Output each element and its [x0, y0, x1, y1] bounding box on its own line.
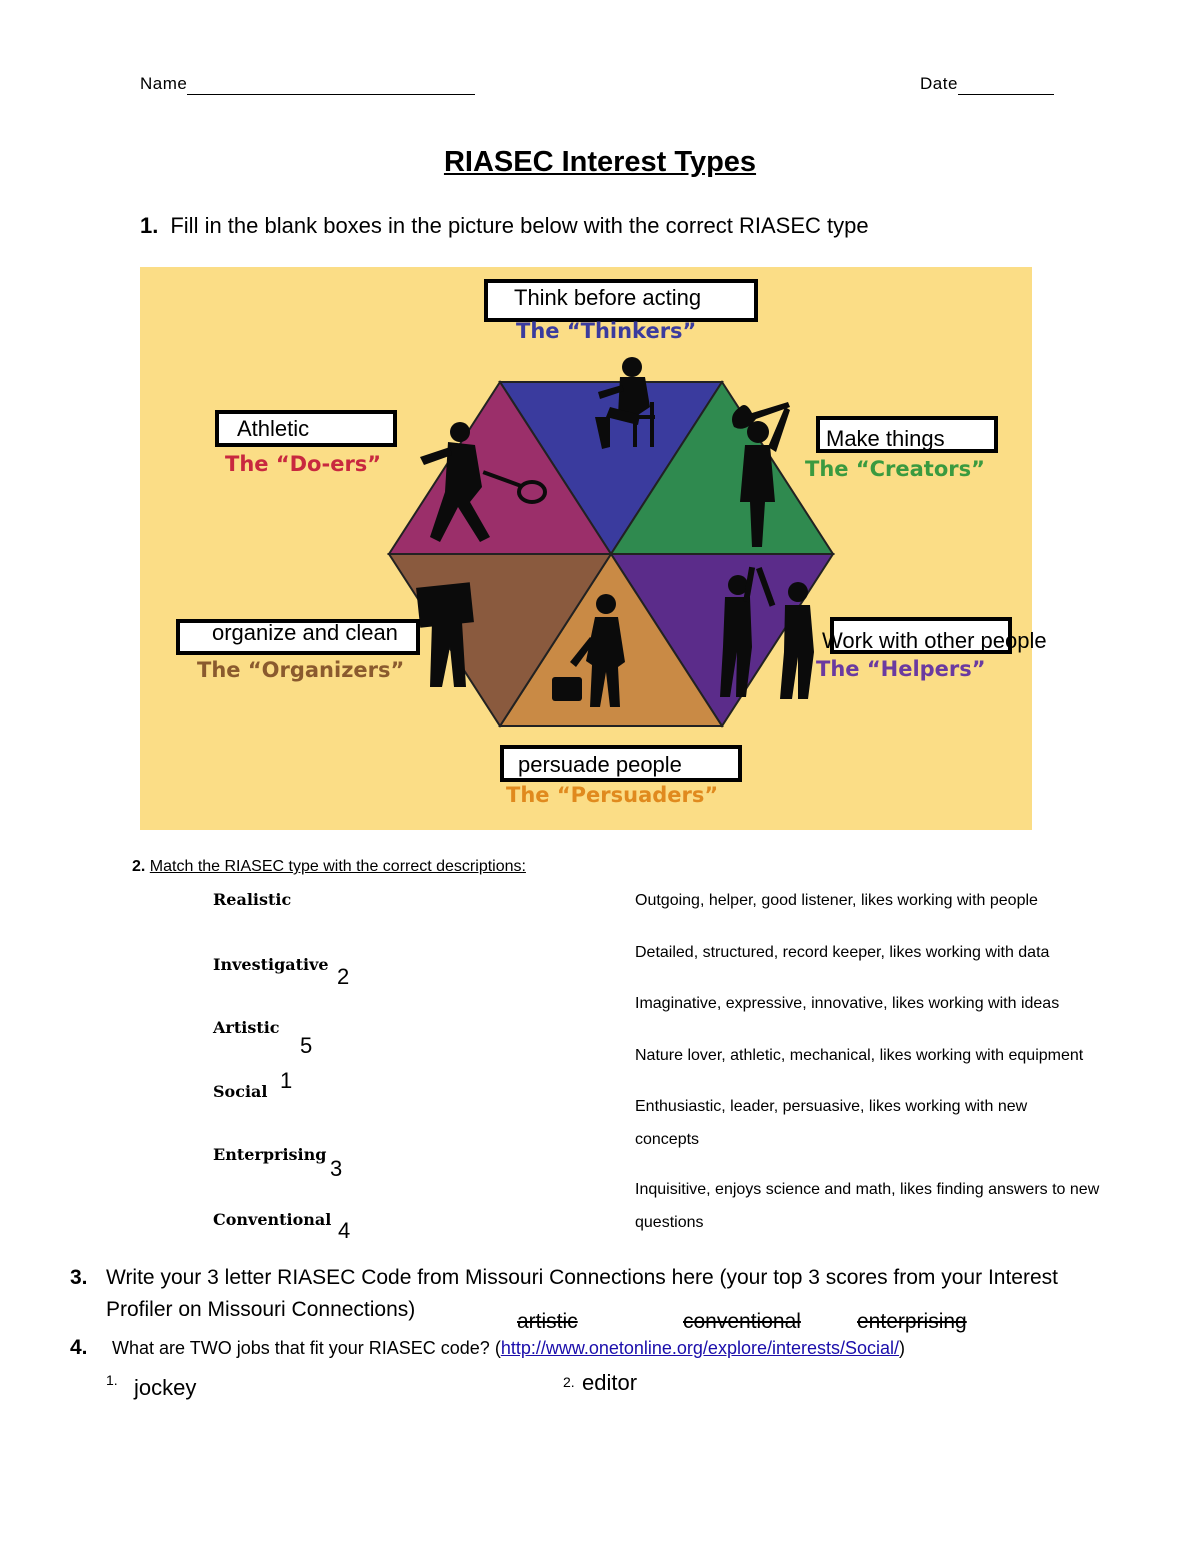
answer-investigative[interactable]: 2	[337, 964, 350, 989]
onet-link[interactable]: http://www.onetonline.org/explore/interests/Social/	[500, 1338, 900, 1358]
question-1-number: 1.	[140, 213, 159, 238]
job-1-answer[interactable]: jockey	[134, 1375, 197, 1400]
type-social: Social	[213, 1082, 268, 1101]
description-2: Detailed, structured, record keeper, likes working with data	[635, 944, 1050, 961]
date-blank[interactable]	[958, 74, 1054, 95]
description-5: Enthusiastic, leader, persuasive, likes working with new concepts	[635, 1098, 1028, 1148]
name-label: Name	[140, 74, 188, 93]
answer-artistic[interactable]: 5	[300, 1033, 313, 1058]
riasec-code-2[interactable]: conventional	[683, 1310, 801, 1333]
question-1-text: Fill in the blank boxes in the picture below with the correct RIASEC type	[170, 213, 869, 238]
answer-conventional[interactable]: 4	[338, 1218, 351, 1243]
description-1: Outgoing, helper, good listener, likes working with people	[635, 892, 1038, 909]
type-artistic: Artistic	[213, 1018, 280, 1037]
riasec-hexagon-diagram	[140, 267, 1047, 830]
organizers-label: The “Organizers”	[197, 658, 405, 682]
type-conventional: Conventional	[213, 1210, 332, 1229]
creators-answer-box[interactable]	[816, 416, 998, 453]
persuaders-label: The “Persuaders”	[506, 783, 719, 807]
persuaders-answer-box[interactable]	[500, 745, 742, 782]
job-2-answer[interactable]: editor	[582, 1370, 638, 1395]
name-blank[interactable]	[187, 74, 475, 95]
date-field[interactable]	[920, 74, 1054, 95]
question-4-prompt: What are TWO jobs that fit your RIASEC code? (	[112, 1338, 501, 1358]
question-4-text	[112, 1338, 905, 1359]
riasec-code-3[interactable]: enterprising	[857, 1310, 967, 1333]
description-6: Inquisitive, enjoys science and math, likes finding answers to new questions	[635, 1181, 1100, 1231]
page-title: RIASEC Interest Types	[443, 146, 757, 178]
question-3-line-2: Profiler on Missouri Connections)	[106, 1298, 416, 1321]
job-1-number: 1.	[106, 1372, 118, 1388]
creators-label: The “Creators”	[805, 457, 985, 481]
question-3-number: 3.	[70, 1266, 88, 1289]
description-3: Imaginative, expressive, innovative, likes working with ideas	[635, 995, 1060, 1012]
helpers-answer-box[interactable]	[822, 617, 1047, 654]
question-2-number: 2.	[132, 858, 146, 875]
question-3-line-1: Write your 3 letter RIASEC Code from Missouri Connections here (your top 3 scores from your Interest	[106, 1266, 1058, 1289]
name-field[interactable]	[140, 74, 475, 95]
helpers-answer-text: Work with other people	[822, 628, 1047, 653]
question-2-text: Match the RIASEC type with the correct descriptions:	[149, 858, 526, 875]
thinkers-answer-text: Think before acting	[514, 285, 702, 310]
organizers-answer-box[interactable]	[176, 619, 420, 655]
job-2-number: 2.	[563, 1374, 575, 1390]
doers-answer-box[interactable]	[215, 410, 397, 447]
organizers-answer-text: organize and clean	[212, 620, 398, 645]
date-label: Date	[920, 74, 958, 93]
description-4: Nature lover, athletic, mechanical, likes working with equipment	[635, 1047, 1084, 1064]
doers-label: The “Do-ers”	[225, 452, 382, 476]
answer-enterprising[interactable]: 3	[330, 1156, 343, 1181]
creators-answer-text: Make things	[826, 426, 945, 451]
doers-answer-text: Athletic	[237, 416, 310, 441]
thinkers-answer-box[interactable]	[484, 279, 758, 322]
type-investigative: Investigative	[213, 955, 329, 974]
question-4-close: )	[899, 1338, 906, 1358]
type-enterprising: Enterprising	[213, 1145, 327, 1164]
question-1	[140, 213, 869, 239]
thinkers-label: The “Thinkers”	[516, 319, 697, 343]
helpers-label: The “Helpers”	[816, 657, 986, 681]
question-4-number: 4.	[70, 1336, 88, 1359]
answer-social[interactable]: 1	[280, 1068, 293, 1093]
riasec-code-1[interactable]: artistic	[517, 1310, 578, 1333]
question-2	[132, 858, 526, 876]
persuaders-answer-text: persuade people	[518, 752, 682, 777]
type-realistic: Realistic	[213, 890, 292, 909]
